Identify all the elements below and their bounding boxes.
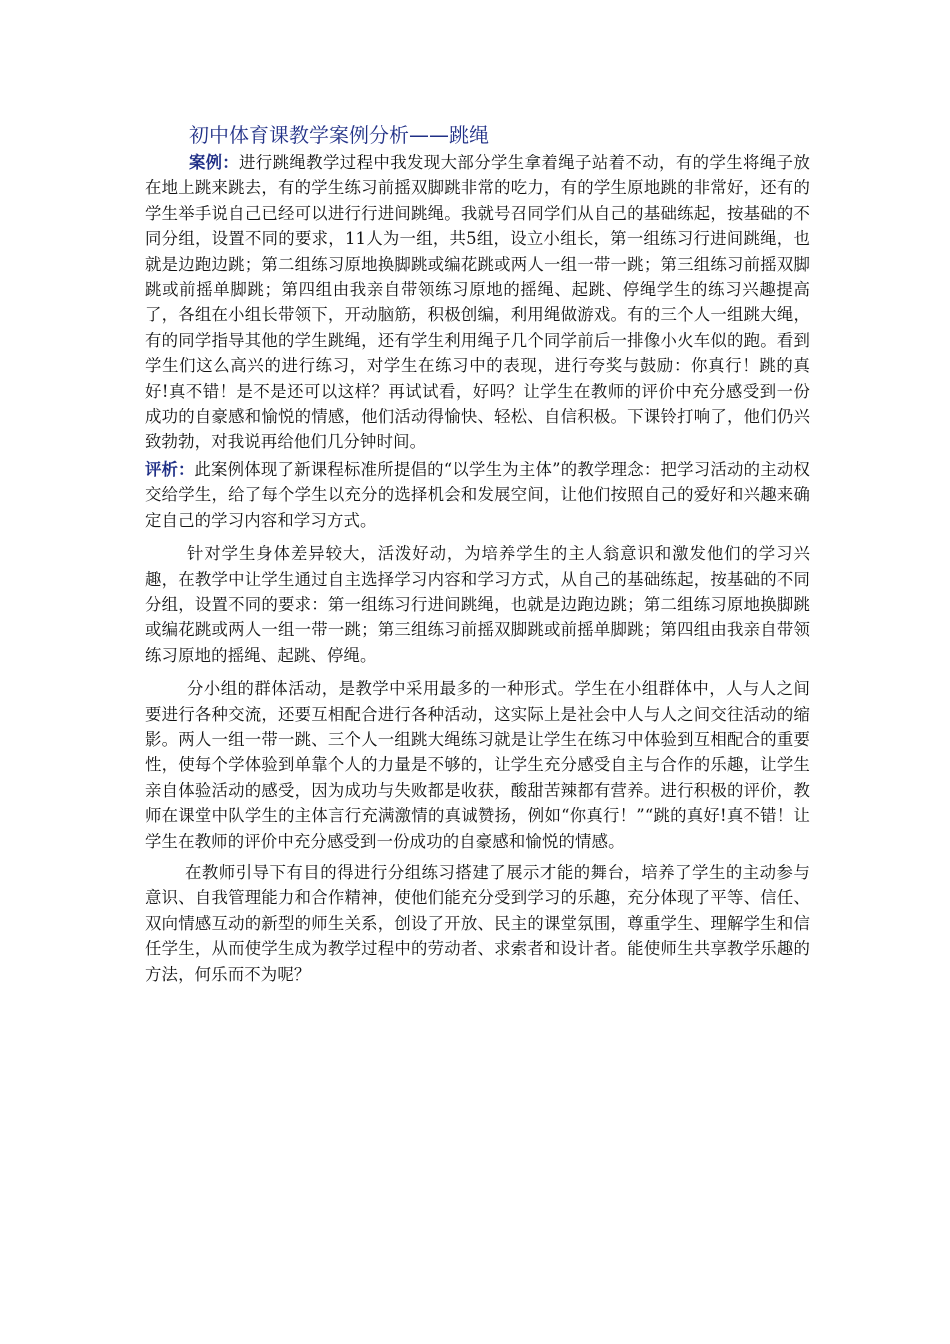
case-label: 案例： — [189, 153, 239, 172]
comment-paragraph — [145, 457, 810, 533]
analysis-paragraph-3: 在教师引导下有目的得进行分组练习搭建了展示才能的舞台，培养了学生的主动参与意识、自我管理能力和合作精神，使他们能充分受到学习的乐趣，充分体现了平等、信任、双向情感互动的新型的师生关系，创设了开放、民主的课堂氛围，尊重学生、理解学生和信任学生，从而使学生成为教学过程中的劳动者、求索者和设计者。能使师生共享教学乐趣的方法，何乐而不为呢？ — [145, 862, 810, 984]
document-page — [145, 120, 810, 987]
comment-text: 此案例体现了新课程标准所提倡的“以学生为主体”的教学理念：把学习活动的主动权交给学生，给了每个学生以充分的选择机会和发展空间，让他们按照自己的爱好和兴趣来确定自己的学习内容和学习方式。 — [145, 459, 810, 530]
analysis-paragraph-2: 分小组的群体活动，是教学中采用最多的一种形式。学生在小组群体中，人与人之间要进行各种交流，还要互相配合进行各种活动，这实际上是社会中人与人之间交往活动的缩影。两人一组一带一跳、三个人一组跳大绳练习就是让学生在练习中体验到互相配合的重要性，使每个学体验到单靠个人的力量是不够的，让学生充分感受自主与合作的乐趣，让学生亲自体验活动的感受，因为成功与失败都是收获，酸甜苦辣都有营养。进行积极的评价，教师在课堂中队学生的主体言行充满激情的真诚赞扬，例如“你真行！”“跳的真好!真不错！让学生在教师的评价中充分感受到一份成功的自豪感和愉悦的情感。 — [145, 679, 810, 851]
document-title: 初中体育课教学案例分析——跳绳 — [189, 123, 489, 147]
case-text: 进行跳绳教学过程中我发现大部分学生拿着绳子站着不动，有的学生将绳子放在地上跳来跳去，有的学生练习前摇双脚跳非常的吃力，有的学生原地跳的非常好，还有的学生举手说自己已经可以进行行进间跳绳。我就号召同学们从自己的基础练起，按基础的不同分组，设置不同的要求，11人为一组，共5组，设立小组长，第一组练习行进间跳绳，也就是边跑边跳；第二组练习原地换脚跳或编花跳或两人一组一带一跳；第三组练习前摇双脚跳或前摇单脚跳；第四组由我亲自带领练习原地的摇绳、起跳、停绳学生的练习兴趣提高了，各组在小组长带领下，开动脑筋，积极创编，利用绳做游戏。有的三个人一组跳大绳，有的同学指导其他的学生跳绳，还有学生利用绳子几个同学前后一排像小火车似的跑。看到学生们这么高兴的进行练习，对学生在练习中的表现，进行夸奖与鼓励：你真行！跳的真好!真不错！是不是还可以这样？再试试看，好吗？让学生在教师的评价中充分感受到一份成功的自豪感和愉悦的情感，他们活动得愉快、轻松、自信积极。下课铃打响了，他们仍兴致勃勃，对我说再给他们几分钟时间。 — [145, 153, 810, 452]
comment-label: 评析： — [145, 459, 195, 479]
case-paragraph — [145, 150, 810, 455]
analysis-paragraph-1: 针对学生身体差异较大，活泼好动，为培养学生的主人翁意识和激发他们的学习兴趣，在教学中让学生通过自主选择学习内容和学习方式，从自己的基础练起，按基础的不同分组，设置不同的要求：第一组练习行进间跳绳，也就是边跑边跳；第二组练习原地换脚跳或编花跳或两人一组一带一跳；第三组练习前摇双脚跳或前摇单脚跳；第四组由我亲自带领练习原地的摇绳、起跳、停绳。 — [145, 544, 810, 665]
